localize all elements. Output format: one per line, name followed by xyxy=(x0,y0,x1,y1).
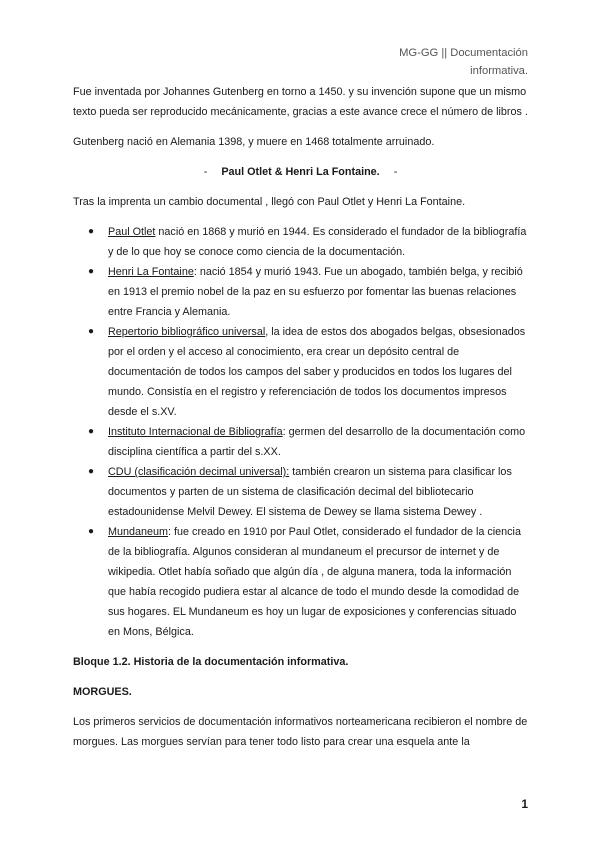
morgues-paragraph: Los primeros servicios de documentación informativos norteamericana recibieron el nombre de morgues. Las morgues servían para tener todo listo para crear una esquela ante la xyxy=(73,716,528,748)
after-heading-paragraph: Tras la imprenta un cambio documental , llegó con Paul Otlet y Henri La Fontaine. xyxy=(73,196,466,208)
item-term: CDU (clasificación decimal universal): xyxy=(108,466,290,478)
morgues-heading: MORGUES. xyxy=(73,686,132,698)
bullet-icon: ● xyxy=(88,466,95,477)
bullet-list xyxy=(73,222,528,642)
item-text: : fue creado en 1910 por Paul Otlet, considerado el fundador de la ciencia de la bibliografía. Algunos consideran al mundaneum el precursor de internet y de wikipedia. Otlet había soñado que algún día , de alguna manera, toda la información que había recogido pudiera estar al alcance de todo el mundo desde la comodidad de sus hogares. EL Mundaneum es hoy un lugar de exposiciones y conferencias situado en Mons, Bélgica. xyxy=(108,526,521,638)
list-item xyxy=(88,422,528,462)
bullet-icon: ● xyxy=(88,426,95,437)
heading-title: Paul Otlet & Henri La Fontaine. xyxy=(221,166,380,178)
page-content xyxy=(73,82,528,752)
section-heading xyxy=(73,162,528,182)
item-text: : germen del desarrollo de la documentación como disciplina científica a partir del s.XX. xyxy=(108,426,526,458)
header-line-1: MG-GG || Documentación xyxy=(399,47,528,59)
list-item xyxy=(88,322,528,422)
item-term: Instituto Internacional de Bibliografía xyxy=(108,426,283,438)
bullet-icon: ● xyxy=(88,526,95,537)
gutenberg-paragraph: Gutenberg nació en Alemania 1398, y muere en 1468 totalmente arruinado. xyxy=(73,136,435,148)
item-term: Mundaneum xyxy=(108,526,169,538)
bullet-icon: ● xyxy=(88,266,95,277)
bullet-icon: ● xyxy=(88,326,95,337)
item-text: también crearon un sistema para clasificar los documentos y parten de un sistema de clasificación decimal del bibliotecario estadounidense Melvil Dewey. El sistema de Dewey se llama sistema Dewey . xyxy=(108,466,512,518)
list-item xyxy=(88,462,528,522)
heading-dash-right: - xyxy=(393,166,398,178)
list-item xyxy=(88,522,528,642)
item-text: nació en 1868 y murió en 1944. Es considerado el fundador de la bibliografía y de lo que hoy se conoce como ciencia de la documentación. xyxy=(108,226,527,258)
list-item xyxy=(88,262,528,322)
page-header xyxy=(399,44,528,80)
item-text: : nació 1854 y murió 1943. Fue un abogado, también belga, y recibió en 1913 el premio nobel de la paz en su esfuerzo por fomentar las buenas relaciones entre Francia y Alemania. xyxy=(108,266,523,318)
heading-dash-left: - xyxy=(203,166,208,178)
item-term: Henri La Fontaine xyxy=(108,266,194,278)
page-number: 1 xyxy=(521,797,528,811)
intro-paragraph: Fue inventada por Johannes Gutenberg en torno a 1450. y su invención supone que un mismo texto pueda ser reproducido mecánicamente, gracias a este avance crece el número de libros . xyxy=(73,86,528,118)
bloque-heading: Bloque 1.2. Historia de la documentación informativa. xyxy=(73,656,349,668)
bullet-icon: ● xyxy=(88,226,95,237)
item-text: , la idea de estos dos abogados belgas, obsesionados por el orden y el acceso al conocimiento, era crear un depósito central de documentación de todos los campos del saber y producidos en todos los lugares del mundo. Consistía en el registro y referenciación de todos los documentos impresos desde el s.XV. xyxy=(108,326,526,418)
header-line-2: informativa. xyxy=(470,65,528,77)
list-item xyxy=(88,222,528,262)
item-term: Paul Otlet xyxy=(108,226,156,238)
item-term: Repertorio bibliográfico universal xyxy=(108,326,266,338)
